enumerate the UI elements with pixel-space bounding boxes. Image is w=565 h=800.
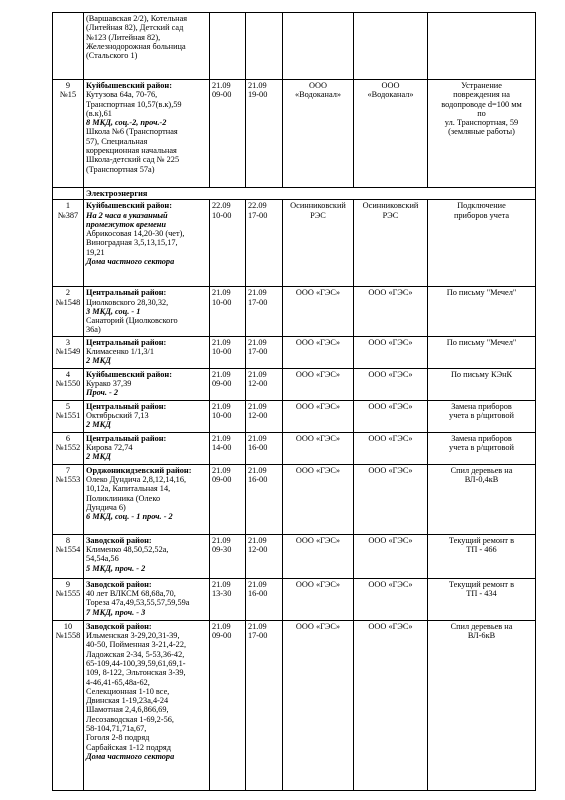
- reason-line: учета в р/щитовой: [449, 443, 514, 453]
- end-time: 16-00: [248, 475, 268, 485]
- cell-executor: [283, 534, 354, 578]
- cell-end: [246, 336, 283, 368]
- owner-line: РЭС: [382, 210, 399, 220]
- cell-number: [53, 13, 84, 80]
- cell-owner: [354, 578, 428, 620]
- address-line: 109, 8-122, Эльтонская 3-39,: [86, 668, 186, 678]
- cell-number: [53, 368, 84, 400]
- cell-number: [53, 578, 84, 620]
- address-line: (в.к),61: [86, 108, 112, 118]
- owner-line: ООО: [381, 81, 400, 90]
- address-line: Школа-детский сад № 225: [86, 155, 180, 165]
- row-id: №1551: [55, 411, 81, 421]
- reason-line: ВЛ-6кВ: [467, 631, 496, 641]
- cell-reason: [428, 534, 536, 578]
- end-time: 17-00: [248, 210, 268, 220]
- executor-line: ООО «ГЭС»: [295, 337, 341, 347]
- owner-line: ООО «ГЭС»: [368, 401, 413, 411]
- row-id: №1550: [55, 379, 81, 389]
- start-date: 21.09: [212, 337, 231, 347]
- row-number: 4: [65, 369, 71, 379]
- address-line: Железнодорожная больница: [86, 41, 186, 51]
- row-id: №1552: [55, 443, 81, 453]
- address-line: 58-104,71,71а,67,: [86, 724, 147, 734]
- cell-address: [84, 287, 210, 336]
- address-line: (Транспортная 57а): [86, 164, 155, 174]
- row-id: №1555: [55, 589, 81, 599]
- table-row: [53, 534, 536, 578]
- reason-line: ВЛ-0,4кВ: [464, 475, 499, 485]
- table-row: [53, 578, 536, 620]
- cell-executor: [283, 80, 354, 188]
- address-line: 36а): [86, 325, 101, 335]
- executor-line: ООО «ГЭС»: [295, 465, 341, 475]
- cell-start: [210, 200, 246, 287]
- reason-line: водопроводе d=100 мм: [441, 99, 522, 109]
- end-date: 21.09: [248, 433, 267, 443]
- cell-number: [53, 534, 84, 578]
- address-line: 40-50, Пойменная 3-21,4-22,: [86, 640, 187, 650]
- row-id: №1553: [55, 475, 81, 485]
- start-time: 10-00: [212, 210, 232, 220]
- start-time: 14-00: [212, 443, 232, 453]
- summary-line: Проч. - 2: [86, 388, 119, 398]
- address-line: Кирова 72,74: [86, 443, 133, 453]
- executor-line: ООО «ГЭС»: [295, 369, 341, 379]
- cell-owner: [354, 13, 428, 80]
- cell-executor: [283, 368, 354, 400]
- address-line: Ладожская 2-34, 5-53,36-42,: [86, 649, 185, 659]
- cell-address: [84, 368, 210, 400]
- cell-start: [210, 13, 246, 80]
- cell-executor: [283, 287, 354, 336]
- cell-executor: [283, 200, 354, 287]
- address-line: 10,12а, Капитальная 14,: [86, 484, 171, 494]
- owner-line: ООО «ГЭС»: [368, 337, 413, 347]
- address-line: 65-109,44-100,39,59,61,69,1-: [86, 658, 186, 668]
- reason-line: По письму КЭнК: [450, 369, 513, 379]
- cell-number: [53, 620, 84, 790]
- cell-owner: [354, 287, 428, 336]
- cell-reason: [428, 578, 536, 620]
- cell-start: [210, 400, 246, 432]
- district-name: Орджоникидзевский район:: [86, 465, 192, 475]
- executor-line: ООО «ГЭС»: [295, 401, 341, 411]
- district-name: Центральный район:: [86, 433, 167, 443]
- reason-line: Подключение: [457, 201, 506, 211]
- address-line: 4-46,41-65,48а-62,: [86, 677, 150, 687]
- cell-end: [246, 13, 283, 80]
- address-line: Ильменская 3-29,20,31-39,: [86, 631, 180, 641]
- address-line: Санаторий (Циолковского: [86, 316, 178, 326]
- row-number: 2: [65, 288, 71, 298]
- start-time: 10-00: [212, 411, 232, 421]
- reason-line: По письму "Мечел": [446, 337, 517, 347]
- table-row: [53, 200, 536, 287]
- section-row: [53, 188, 536, 200]
- owner-line: ООО «ГЭС»: [368, 621, 413, 631]
- row-number: 8: [65, 535, 71, 545]
- end-date: 21.09: [248, 369, 267, 379]
- cell-start: [210, 368, 246, 400]
- reason-line: Замена приборов: [451, 433, 512, 443]
- end-time: 16-00: [248, 443, 268, 453]
- address-line: №123 (Литейная 82),: [86, 32, 161, 42]
- start-date: 21.09: [212, 621, 231, 631]
- end-date: 21.09: [248, 465, 267, 475]
- address-line: Клименко 48,50,52,52а,: [86, 545, 169, 555]
- summary-line: 6 МКД, соц. - 1 проч. - 2: [86, 512, 173, 522]
- district-name: Заводской район:: [86, 621, 152, 631]
- cell-executor: [283, 464, 354, 534]
- address-line: 54,54а,56: [86, 554, 119, 564]
- end-time: 12-00: [248, 411, 268, 421]
- cell-reason: [428, 368, 536, 400]
- cell-number: [53, 432, 84, 464]
- cell-number: [53, 464, 84, 534]
- address-line: (Стальского 1): [86, 51, 138, 61]
- note-line: промежуток времени: [86, 219, 167, 229]
- executor-line: РЭС: [310, 210, 326, 220]
- cell-number: [53, 200, 84, 287]
- section-title: Электроэнергия: [84, 188, 536, 200]
- address-line: (Литейная 82), Детский сад: [86, 23, 184, 33]
- reason-line: ТП - 434: [466, 589, 497, 599]
- district-name: Центральный район:: [86, 401, 167, 411]
- end-time: 16-00: [248, 589, 268, 599]
- executor-line: ООО «ГЭС»: [295, 433, 341, 443]
- cell-end: [246, 80, 283, 188]
- row-id: №1548: [55, 297, 81, 307]
- cell-reason: [428, 432, 536, 464]
- table-row: [53, 287, 536, 336]
- row-id: №1558: [55, 631, 81, 641]
- district-name: Центральный район:: [86, 337, 167, 347]
- summary-line: Дома частного сектора: [86, 257, 175, 267]
- cell-address: [84, 620, 210, 790]
- owner-line: «Водоканал»: [367, 90, 414, 100]
- address-line: (Варшавская 2/2), Котельная: [86, 14, 188, 23]
- reason-line: Спил деревьев на: [450, 621, 513, 631]
- end-time: 12-00: [248, 379, 268, 389]
- end-date: 21.09: [248, 579, 267, 589]
- table-row: [53, 368, 536, 400]
- summary-line: 2 МКД: [86, 420, 111, 430]
- reason-line: повреждения на: [453, 90, 510, 100]
- cell-owner: [354, 464, 428, 534]
- start-time: 10-00: [212, 297, 232, 307]
- owner-line: ООО «ГЭС»: [368, 288, 413, 298]
- end-date: 22.09: [248, 201, 267, 211]
- end-time: 17-00: [248, 631, 268, 641]
- row-number: 3: [65, 337, 71, 347]
- address-line: Селекционная 1-10 все,: [86, 686, 170, 696]
- cell-number: [53, 188, 84, 200]
- summary-line: 2 МКД: [86, 356, 111, 366]
- address-line: Климасенко 1/1,3/1: [86, 347, 155, 357]
- start-time: 09-00: [212, 379, 232, 389]
- reason-line: Устранение: [461, 81, 502, 90]
- start-date: 21.09: [212, 81, 231, 90]
- start-date: 21.09: [212, 579, 231, 589]
- owner-line: Осинниковский: [362, 201, 419, 211]
- address-line: Гоголя 2-8 подряд: [86, 733, 150, 743]
- cell-number: [53, 80, 84, 188]
- summary-line: Дома частного сектора: [86, 751, 175, 761]
- start-date: 21.09: [212, 433, 231, 443]
- cell-owner: [354, 336, 428, 368]
- start-time: 10-00: [212, 347, 232, 357]
- reason-line: Замена приборов: [451, 401, 512, 411]
- address-line: Циолковского 28,30,32,: [86, 297, 169, 307]
- table-row: [53, 336, 536, 368]
- address-line: 40 лет ВЛКСМ 68,68а,70,: [86, 589, 176, 599]
- start-date: 21.09: [212, 288, 231, 298]
- cell-end: [246, 200, 283, 287]
- start-date: 21.09: [212, 369, 231, 379]
- cell-owner: [354, 80, 428, 188]
- cell-owner: [354, 534, 428, 578]
- cell-address: [84, 13, 210, 80]
- row-id: №15: [59, 90, 77, 100]
- cell-address: [84, 578, 210, 620]
- address-line: Абрикосовая 14,20-30 (чет),: [86, 229, 185, 239]
- executor-line: ООО «ГЭС»: [295, 535, 341, 545]
- start-date: 21.09: [212, 465, 231, 475]
- cell-start: [210, 80, 246, 188]
- cell-start: [210, 464, 246, 534]
- cell-address: [84, 80, 210, 188]
- start-time: 09-00: [212, 475, 232, 485]
- cell-end: [246, 368, 283, 400]
- end-date: 21.09: [248, 337, 267, 347]
- address-line: коррекционная начальная: [86, 146, 177, 156]
- row-number: 9: [65, 81, 71, 90]
- end-date: 21.09: [248, 535, 267, 545]
- district-name: Куйбышевский район:: [86, 81, 172, 90]
- executor-line: ООО «ГЭС»: [295, 621, 341, 631]
- cell-end: [246, 534, 283, 578]
- reason-line: ул. Транспортная, 59: [444, 118, 519, 128]
- address-line: Курако 37,39: [86, 379, 132, 389]
- summary-line: 7 МКД, проч. - 3: [86, 607, 146, 617]
- cell-executor: [283, 432, 354, 464]
- owner-line: ООО «ГЭС»: [368, 369, 413, 379]
- end-time: 12-00: [248, 545, 268, 555]
- owner-line: ООО «ГЭС»: [368, 433, 413, 443]
- cell-executor: [283, 620, 354, 790]
- cell-reason: [428, 400, 536, 432]
- start-time: 09-00: [212, 631, 232, 641]
- row-id: №387: [57, 210, 79, 220]
- cell-end: [246, 400, 283, 432]
- start-time: 09-00: [212, 90, 232, 100]
- cell-owner: [354, 400, 428, 432]
- address-line: Сарбайская 1-12 подряд: [86, 742, 171, 752]
- address-line: 19,21: [86, 247, 105, 257]
- row-number: 6: [65, 433, 71, 443]
- reason-line: по: [477, 108, 486, 118]
- address-line: Дундича 6): [86, 502, 126, 512]
- owner-line: ООО «ГЭС»: [368, 465, 413, 475]
- cell-number: [53, 400, 84, 432]
- end-date: 21.09: [248, 288, 267, 298]
- outage-table-body: [53, 13, 536, 791]
- start-date: 21.09: [212, 401, 231, 411]
- cell-executor: [283, 336, 354, 368]
- reason-line: ТП - 466: [466, 545, 497, 555]
- start-time: 13-30: [212, 589, 232, 599]
- cell-end: [246, 578, 283, 620]
- cell-address: [84, 432, 210, 464]
- address-line: Виноградная 3,5,13,15,17,: [86, 238, 178, 248]
- address-line: Олеко Дундича 2,8,12,14,16,: [86, 475, 187, 485]
- cell-start: [210, 620, 246, 790]
- cell-reason: [428, 464, 536, 534]
- cell-owner: [354, 620, 428, 790]
- reason-line: Текущий ремонт в: [448, 535, 515, 545]
- cell-executor: [283, 400, 354, 432]
- district-name: Куйбышевский район:: [86, 369, 172, 379]
- reason-line: (земляные работы): [448, 127, 515, 137]
- cell-address: [84, 200, 210, 287]
- cell-end: [246, 620, 283, 790]
- cell-address: [84, 336, 210, 368]
- executor-line: ООО «ГЭС»: [295, 288, 341, 298]
- cell-reason: [428, 80, 536, 188]
- cell-address: [84, 464, 210, 534]
- cell-start: [210, 432, 246, 464]
- address-line: Кутузова 64а, 70-76,: [86, 90, 158, 100]
- cell-end: [246, 464, 283, 534]
- address-line: Шамотная 2,4,6,866,69,: [86, 705, 169, 715]
- district-name: Куйбышевский район:: [86, 201, 172, 211]
- district-name: Центральный район:: [86, 288, 167, 298]
- executor-line: ООО: [309, 81, 327, 90]
- end-date: 21.09: [248, 621, 267, 631]
- row-number: 5: [65, 401, 71, 411]
- cell-reason: [428, 336, 536, 368]
- summary-line: 3 МКД, соц. - 1: [86, 306, 141, 316]
- reason-line: Текущий ремонт в: [448, 579, 515, 589]
- table-row: [53, 464, 536, 534]
- reason-line: По письму "Мечел": [446, 288, 517, 298]
- end-date: 21.09: [248, 81, 267, 90]
- table-row-continuation: [53, 13, 536, 80]
- cell-owner: [354, 432, 428, 464]
- end-time: 17-00: [248, 297, 268, 307]
- address-line: Октябрьский 7,13: [86, 411, 149, 421]
- table-row: [53, 400, 536, 432]
- address-line: Тореза 47а,49,53,55,57,59,59а: [86, 598, 190, 608]
- end-time: 19-00: [248, 90, 268, 100]
- row-number: 7: [65, 465, 71, 475]
- cell-end: [246, 287, 283, 336]
- address-line: Поликлиника (Олеко: [86, 493, 161, 503]
- reason-line: приборов учета: [453, 210, 510, 220]
- cell-reason: [428, 620, 536, 790]
- cell-executor: [283, 578, 354, 620]
- row-id: №1554: [55, 545, 81, 555]
- cell-start: [210, 534, 246, 578]
- summary-line: 2 МКД: [86, 452, 111, 462]
- executor-line: «Водоканал»: [294, 90, 342, 100]
- row-number: 9: [65, 579, 71, 589]
- cell-reason: [428, 13, 536, 80]
- cell-end: [246, 432, 283, 464]
- outage-table: [52, 12, 536, 791]
- note-line: На 2 часа в указанный: [86, 210, 168, 220]
- table-row: [53, 620, 536, 790]
- summary-line: 5 МКД, проч. - 2: [86, 563, 146, 573]
- executor-line: ООО «ГЭС»: [295, 579, 341, 589]
- cell-address: [84, 400, 210, 432]
- table-row-water: [53, 80, 536, 188]
- executor-line: Осинниковский: [290, 201, 346, 211]
- owner-line: ООО «ГЭС»: [368, 579, 413, 589]
- end-date: 21.09: [248, 401, 267, 411]
- cell-start: [210, 578, 246, 620]
- address-line: Школа №6 (Транспортная: [86, 127, 178, 137]
- cell-start: [210, 287, 246, 336]
- reason-line: учета в р/щитовой: [449, 411, 514, 421]
- row-id: №1549: [55, 347, 81, 357]
- reason-line: Спил деревьев на: [450, 465, 513, 475]
- end-time: 17-00: [248, 347, 268, 357]
- summary-line: 8 МКД, соц.-2, проч.-2: [86, 118, 167, 128]
- owner-line: ООО «ГЭС»: [368, 535, 413, 545]
- start-date: 21.09: [212, 535, 231, 545]
- cell-number: [53, 336, 84, 368]
- table-row: [53, 432, 536, 464]
- start-time: 09-30: [212, 545, 232, 555]
- cell-owner: [354, 200, 428, 287]
- cell-address: [84, 534, 210, 578]
- address-line: Транспортная 10,57(в.к),59: [86, 99, 182, 109]
- row-number: 1: [65, 201, 71, 211]
- cell-executor: [283, 13, 354, 80]
- district-name: Заводской район:: [86, 579, 152, 589]
- address-line: Лесозаводская 1-69,2-56,: [86, 714, 174, 724]
- address-line: 57), Специальная: [86, 136, 148, 146]
- cell-reason: [428, 200, 536, 287]
- address-line: Двинская 1-19,23а,4-24: [86, 696, 169, 706]
- cell-number: [53, 287, 84, 336]
- row-number: 10: [63, 621, 73, 631]
- cell-start: [210, 336, 246, 368]
- cell-reason: [428, 287, 536, 336]
- cell-owner: [354, 368, 428, 400]
- district-name: Заводской район:: [86, 535, 152, 545]
- start-date: 22.09: [212, 201, 231, 211]
